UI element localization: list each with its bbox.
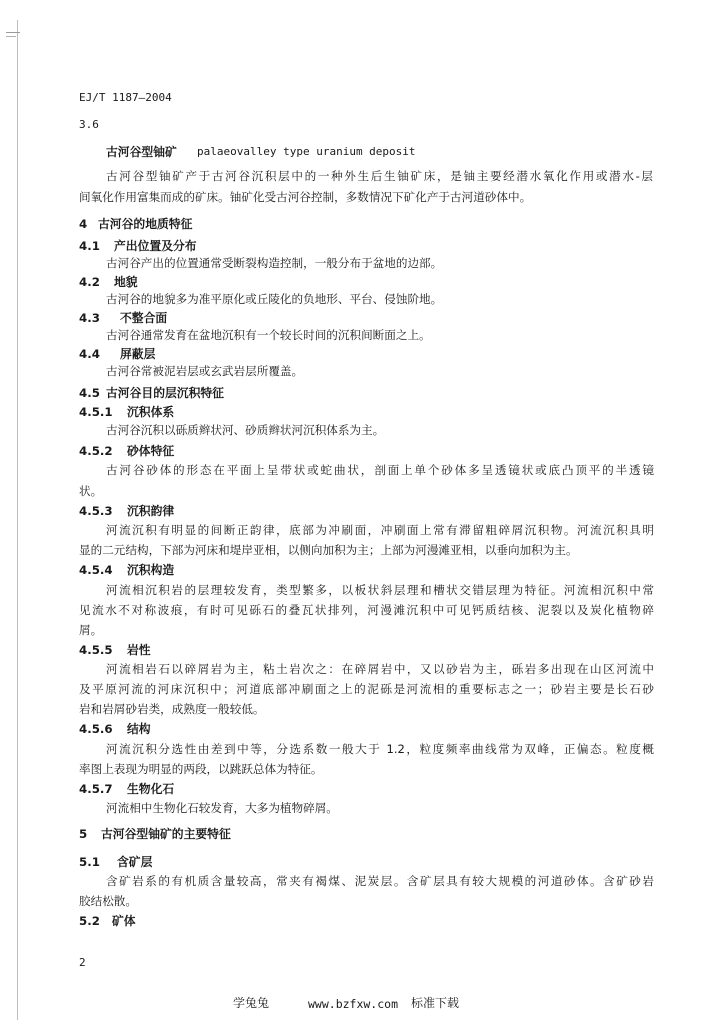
clause-title: 古河谷目的层沉积特征: [106, 386, 224, 400]
paragraph-line: 及平原河流的河床沉积中；河道底部冲刷面之上的泥砾是河流相的重要标志之一；砂岩主要是长石砂: [79, 682, 654, 696]
paragraph-line: 河流相岩石以碎屑岩为主，粘土岩次之：在碎屑岩中，又以砂岩为主，砾岩多出现在山区河流中: [106, 662, 654, 676]
clause-number: 4.3: [79, 311, 100, 325]
clause-title: 产出位置及分布: [114, 239, 197, 253]
standard-code: EJ/T 1187—2004: [79, 91, 172, 104]
clause-title: 沉积体系: [127, 405, 175, 419]
clause-title: 砂体特征: [127, 444, 175, 458]
clause-number: 4.5.3: [79, 504, 113, 518]
paragraph-line: 胶结松散。: [79, 894, 137, 908]
site-tagline: 标准下载: [411, 996, 460, 1010]
section-number: 4: [79, 217, 88, 231]
paragraph-line: 屑。: [79, 623, 103, 637]
clause-number: 4.5.4: [79, 563, 113, 577]
clause-number: 3.6: [79, 118, 99, 131]
paragraph-line: 河流相沉积岩的层理较发育，类型繁多，以板状斜层理和槽状交错层理为特征。河流相沉积中常: [106, 583, 654, 597]
clause-number: 4.1: [79, 239, 100, 253]
clause-title: 生物化石: [127, 782, 175, 796]
clause-number: 4.5.6: [79, 722, 113, 736]
clause-number: 4.5.1: [79, 405, 113, 419]
clause-number: 4.5.5: [79, 643, 113, 657]
paragraph-line: 岩和岩屑砂岩类，成熟度一般较低。: [79, 702, 265, 716]
paragraph-line: 河流沉积分选性由差到中等，分选系数一般大于 1.2，粒度频率曲线常为双峰，正偏态。粒度概: [106, 742, 654, 756]
paragraph-line: 显的二元结构，下部为河床和堤岸亚相，以侧向加积为主；上部为河漫滩亚相，以垂向加积为主。: [79, 543, 578, 557]
paragraph-line: 古河谷常被泥岩层或玄武岩层所覆盖。: [106, 364, 304, 378]
clause-number: 5.2: [79, 914, 100, 928]
clause-number: 4.2: [79, 275, 100, 289]
clause-title: 屏蔽层: [120, 347, 156, 361]
paragraph-line: 率图上表现为明显的两段，以跳跃总体为特征。: [79, 762, 323, 776]
paragraph-line: 见流水不对称波痕，有时可见砾石的叠瓦状排列，河漫滩沉积中可见钙质结核、泥裂以及炭化植物碎: [79, 603, 654, 617]
clause-title: 不整合面: [120, 311, 168, 325]
definition-line: 古河谷型铀矿产于古河谷沉积层中的一种外生后生铀矿床，是铀主要经潜水氧化作用或潜水-层: [106, 169, 653, 183]
clause-number: 4.5: [79, 386, 100, 400]
clause-title: 结构: [127, 722, 151, 736]
definition-line: 间氧化作用富集而成的矿床。铀矿化受古河谷控制，多数情况下矿化产于古河道砂体中。: [79, 190, 532, 204]
clause-number: 4.4: [79, 347, 100, 361]
site-url: www.bzfxw.com: [308, 997, 399, 1011]
clause-title: 沉积韵律: [127, 504, 175, 518]
paragraph-line: 含矿岩系的有机质含量较高，常夹有褐煤、泥炭层。含矿层具有较大规模的河道砂体。含矿砂岩: [106, 874, 654, 888]
section-title: 古河谷型铀矿的主要特征: [101, 827, 231, 841]
paragraph-line: 河流沉积有明显的间断正韵律，底部为冲刷面，冲刷面上常有滞留粗碎屑沉积物。河流沉积具明: [106, 523, 654, 537]
term-chinese: 古河谷型铀矿: [106, 145, 177, 159]
term-english: palaeovalley type uranium deposit: [197, 145, 416, 158]
page-number: 2: [79, 956, 86, 969]
site-name: 学兔兔: [233, 996, 270, 1010]
clause-title: 沉积构造: [127, 563, 175, 577]
section-title: 古河谷的地质特征: [98, 217, 193, 231]
scan-edge-mark: [6, 36, 16, 37]
paragraph-line: 古河谷砂体的形态在平面上呈带状或蛇曲状，剖面上单个砂体多呈透镜状或底凸顶平的半透镜: [106, 463, 654, 477]
paragraph-line: 古河谷沉积以砾质辫状河、砂质辫状河沉积体系为主。: [106, 423, 385, 437]
paragraph-line: 古河谷产出的位置通常受断裂构造控制，一般分布于盆地的边部。: [106, 256, 443, 270]
clause-number: 4.5.7: [79, 782, 113, 796]
section-number: 5: [79, 827, 88, 841]
scan-edge-mark: [6, 32, 20, 33]
paragraph-line: 古河谷通常发育在盆地沉积有一个较长时间的沉积间断面之上。: [106, 328, 431, 342]
clause-title: 岩性: [127, 643, 151, 657]
clause-title: 含矿层: [117, 855, 153, 869]
clause-number: 4.5.2: [79, 444, 113, 458]
paragraph-line: 河流相中生物化石较发育，大多为植物碎屑。: [106, 801, 338, 815]
paragraph-line: 古河谷的地貌多为准平原化或丘陵化的负地形、平台、侵蚀阶地。: [106, 292, 443, 306]
scan-edge-line: [17, 20, 18, 1020]
clause-title: 矿体: [112, 914, 136, 928]
clause-title: 地貌: [114, 275, 138, 289]
paragraph-line: 状。: [79, 484, 103, 498]
clause-number: 5.1: [79, 855, 100, 869]
